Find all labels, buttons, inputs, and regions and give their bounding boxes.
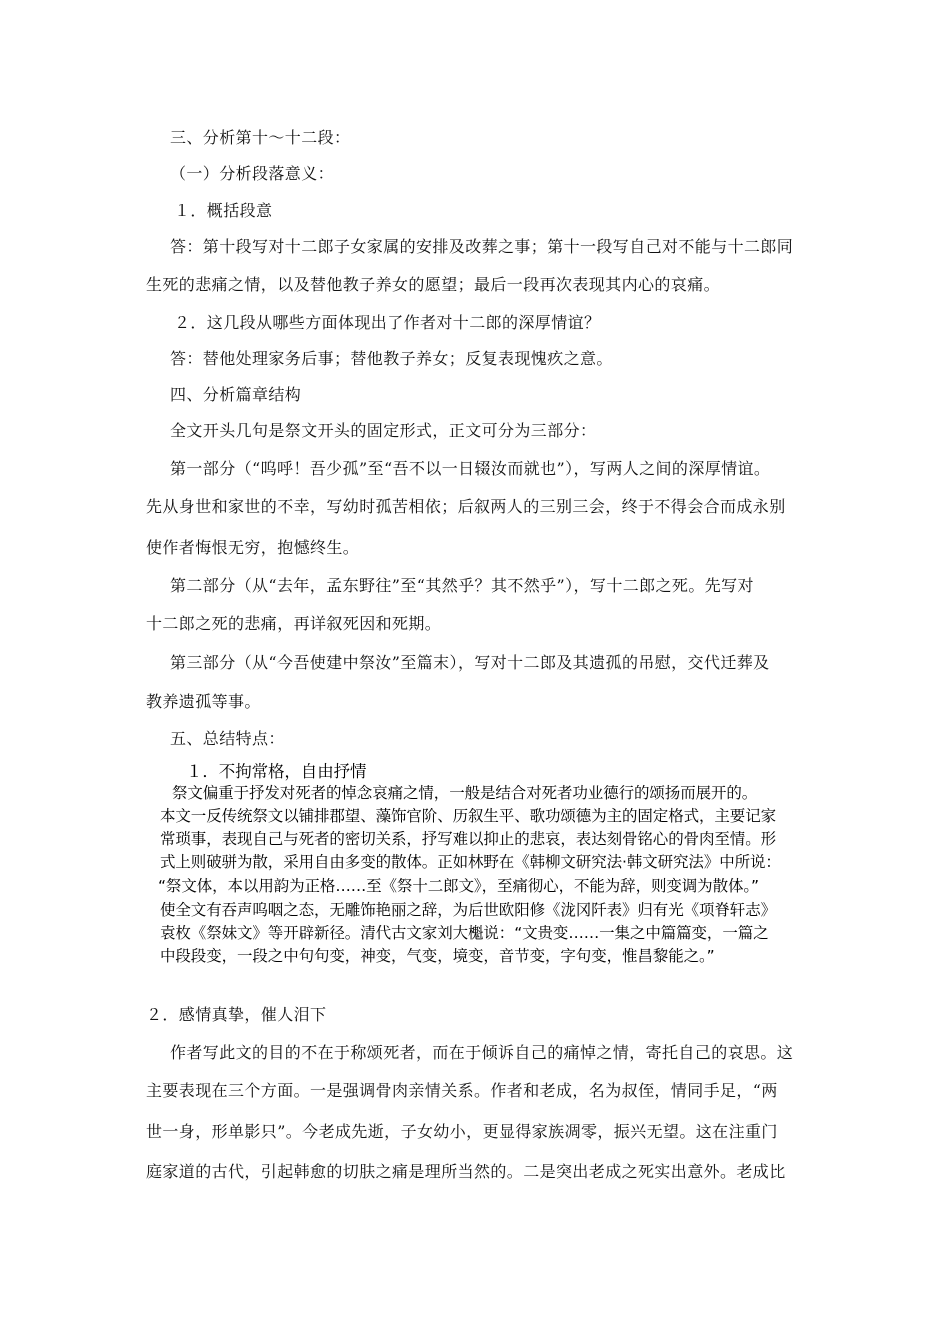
question-1-label: １．概括段意	[174, 201, 273, 220]
point-2-line-2: 主要表现在三个方面。一是强调骨肉亲情关系。作者和老成，名为叔侄，情同手足，“两	[146, 1081, 778, 1100]
point-2-line-4: 庭家道的古代，引起韩愈的切肤之痛是理所当然的。二是突出老成之死实出意外。老成比	[146, 1162, 786, 1181]
section-4-intro: 全文开头几句是祭文开头的固定形式，正文可分为三部分：	[170, 421, 597, 440]
scanned-line-2: 祭文偏重于抒发对死者的悼念哀痛之情，一般是结合对死者功业德行的颂扬而展开的。	[172, 784, 758, 802]
section-5-heading: 五、总结特点：	[170, 729, 285, 748]
section-4-heading: 四、分析篇章结构	[170, 385, 302, 404]
scanned-excerpt	[150, 748, 810, 978]
scanned-line-1: １．不拘常格，自由抒情	[186, 762, 367, 781]
point-2-line-1: 作者写此文的目的不在于称颂死者，而在于倾诉自己的痛悼之情，寄托自己的哀思。这	[170, 1043, 794, 1062]
section-3-heading: 三、分析第十～十二段：	[170, 128, 351, 147]
section-3-subheading: （一）分析段落意义：	[170, 164, 335, 183]
scanned-line-6: “祭文体，本以用韵为正格……至《祭十二郎文》，至痛彻心，不能为辞，则变调为散体。”	[158, 877, 759, 895]
part-2-line-2: 十二郎之死的悲痛，再详叙死因和死期。	[146, 614, 442, 633]
scanned-line-5: 式上则破骈为散，采用自由多变的散体。正如林野在《韩柳文研究法·韩文研究法》中所说：	[160, 853, 781, 871]
point-2-label: ２．感情真挚，催人泪下	[146, 1005, 327, 1024]
answer-1-line-2: 生死的悲痛之情，以及替他教子养女的愿望；最后一段再次表现其内心的哀痛。	[146, 275, 721, 294]
part-3-line-1: 第三部分（从“今吾使建中祭汝”至篇末），写对十二郎及其遗孤的吊慰，交代迁葬及	[170, 653, 770, 672]
scanned-line-9: 中段段变，一段之中句句变，神变，气变，境变，音节变，字句变，惟昌黎能之。”	[160, 947, 715, 965]
part-3-line-2: 教养遗孤等事。	[146, 692, 261, 711]
scanned-line-7: 使全文有吞声呜咽之态，无雕饰艳丽之辞，为后世欧阳修《泷冈阡表》归有光《项脊轩志》	[160, 901, 777, 919]
part-1-line-2: 先从身世和家世的不幸，写幼时孤苦相依；后叙两人的三别三会，终于不得会合而成永别	[146, 497, 786, 516]
question-2-label: ２．这几段从哪些方面体现出了作者对十二郎的深厚情谊？	[174, 313, 601, 332]
point-2-line-3: 世一身，形单影只”。今老成先逝，子女幼小，更显得家族凋零，振兴无望。这在注重门	[146, 1122, 778, 1141]
answer-1-line-1: 答：第十段写对十二郎子女家属的安排及改葬之事；第十一段写自己对不能与十二郎同	[170, 237, 794, 256]
answer-2: 答：替他处理家务后事；替他教子养女；反复表现愧疚之意。	[170, 349, 613, 368]
scanned-line-4: 常琐事，表现自己与死者的密切关系，抒写难以抑止的悲哀，表达刻骨铭心的骨肉至情。形	[160, 830, 777, 848]
scanned-line-8: 袁枚《祭妹文》等开辟新径。清代古文家刘大櫆说：“文贵变……一集之中篇篇变，一篇之	[160, 924, 769, 942]
part-1-line-1: 第一部分（“呜呼！吾少孤”至“吾不以一日辍汝而就也”），写两人之间的深厚情谊。	[170, 459, 771, 478]
part-2-line-1: 第二部分（从“去年，孟东野往”至“其然乎？其不然乎”），写十二郎之死。先写对	[170, 576, 754, 595]
part-1-line-3: 使作者悔恨无穷，抱憾终生。	[146, 538, 360, 557]
scanned-line-3: 本文一反传统祭文以铺排郡望、藻饰官阶、历叙生平、歌功颂德为主的固定格式，主要记家	[160, 807, 777, 825]
